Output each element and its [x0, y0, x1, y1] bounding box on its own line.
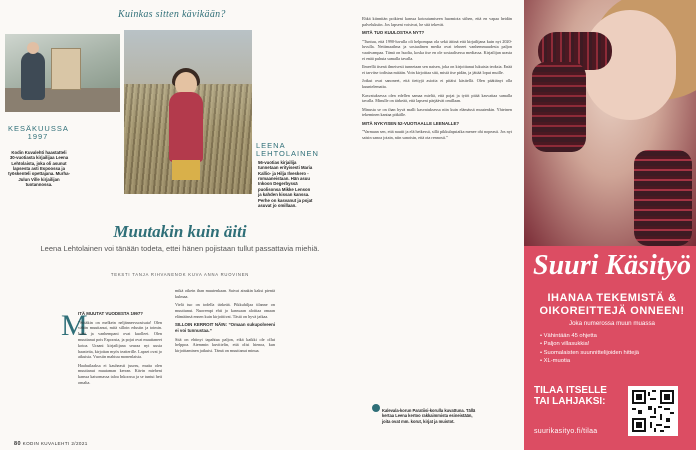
body-paragraph: Kasvatuksessa olen edellen samaa mieltä, että pojat ja tytöt pitää kasvattaa samalla tavalla. Minulle on tärkeää, että lapseni pärjäävät omillaan. — [362, 92, 512, 104]
magazine-clipping-icon — [51, 48, 81, 90]
young-author-figure — [21, 52, 45, 100]
body-paragraph: Vielä tuo on todella tärkeää. Pikkuhiljaa tilanne on muuttunut. Nuorempi ehti jo kanssaan aloittaa omaan elämäänsä ennen kuin kirjoittivat. Tästä on hyvä jatkaa. — [175, 302, 275, 319]
right-caption-text: 56-vuotias kirjailija tunnetaan erityisesti Maria Kallio- ja Hilja Ilveskero -romaaneistaan. Hän asuu Inkoon Degerbyssä puolisonsa Mikke Lenson ja kahden kissan kanssa. Perhe on kasvanut ja pojat asuvat jo omillaan. — [258, 160, 313, 208]
interview-question: ITÄ MUUTAT VUODESTA 1997? — [78, 311, 143, 316]
body-paragraph: Haahuilaaksa ei kauheasti juurru, mutta olen muuttanut muutaman kerran. Kävin mieheni kanssa katsomassa taloa Inkoossa ja se tuntui heti omalta. — [78, 362, 162, 386]
issue-number: 2/2021 — [71, 441, 88, 446]
body-paragraph: Ehkä kiinnitän poikieni kanssa kotoutumiseen huomiota siihen, että en vapaa heidän palveluksiin. Jos lapseni voisivat, he sitä tekevät. — [362, 16, 512, 27]
ad-bullet: • Suomalaisten suunnittelijoiden hittejä — [540, 349, 640, 356]
left-caption-heading: KESÄKUUSSA 1997 — [8, 124, 69, 141]
body-paragraph: Jotkut ovat sanoneet, että tiettyjä asioita ei pitäisi käsitellä. Olen päättänyt olla kuuntelematta. — [362, 78, 512, 90]
magazine-name: KODIN KUVALEHTI — [22, 441, 70, 446]
red-coat-figure — [169, 92, 203, 162]
interview-question: MITÄ TUO KUULOSTAA NYT? — [362, 30, 425, 36]
ad-headline: IHANAA TEKEMISTÄ & OIKOREITTEJÄ ONNEEN! — [539, 292, 685, 317]
right-caption-heading: LEENA LEHTOLAINEN — [256, 141, 319, 158]
interview-question: SILLOIN KERROIT NÄIN: ”Omaan sukupolveeni ei voi tunnustaa.” — [175, 321, 275, 334]
body-paragraph: Minusta se on ihan hyvä malli kasvatuksessa niin kuin elämässä muutenkin. Yhteinen tekeminen kantaa pitkälle. — [362, 106, 512, 118]
article-byline: TEKSTI TANJA RIHVANENOK KUVA ANNA RUOVINEN — [110, 272, 250, 277]
body-paragraph: ”Varmaan sen, että nautit ja elä hetkessä, sillä pikkulapsiaika menee ohi nopeasti. Jos nyt saisin sanoa jotain, niin sanoisin, että ota rennosti.” — [362, 129, 512, 141]
interview-question: MITÄ NYKYISEN 52-VUOTIAALLE LEENALLE? — [362, 120, 460, 126]
ad-url-link[interactable]: suurikasityo.fi/tilaa — [534, 428, 598, 435]
left-caption-text: Kodin Kuvalehti haastatteli 30-vuotiasta kirjailijaa Leena Lehtolaista, joka oli asunut lapsesta asti Espoossa ja työskenteli opettajana. Murha-Julun Ville kirjailijan tuotannossa. — [8, 150, 70, 188]
page-footer — [14, 441, 88, 447]
ad-brand-logo: Suuri Käsityö — [533, 250, 691, 281]
body-paragraph: Ilmeellä itsenä ilmeisesti tunnetaan sen naisen, joka on kirjoittanut lukuisia teoksia. Enää ei tarvitse todistaa mitään. Voin kirjoittaa sitä, mistä itse pidän, ja jättää loput muille. — [362, 64, 512, 76]
drop-cap: M — [61, 309, 88, 342]
body-column-2 — [175, 288, 275, 378]
note-bullet-icon — [372, 404, 380, 412]
ad-photo — [524, 0, 696, 246]
archive-photo — [5, 34, 120, 112]
body-paragraph: mikä oikein ihan muutenkaan. Saivat ainakin kaksi pientä kulmaa. — [175, 288, 275, 299]
ad-call-to-action: TILAA ITSELLE TAI LAHJAKSI: — [534, 385, 607, 407]
body-column-1 — [62, 311, 162, 435]
body-paragraph: ”Tuntuu, että 1990-luvulla oli helpompaa ola sekä äitinä että kirjailijana kuin nyt 2020-luvulla. Nettimaailma ja sosiaalinen media ovat tehneet vanhemmuudesta paljon vaativampaa. Tämä on huolta, koska itse en ole sosiaalisessa mediassa. Kirjailijan urasta ei enää puhuta samalla tavalla. — [362, 38, 512, 62]
qr-code-icon[interactable] — [628, 386, 678, 436]
body-paragraph: Sitä on ehtinyt tapahtua paljon, eikä kaikki ole ollut helppoa. Aiemmin kuvittelin, että olisi hienoa, kun kirjoittaminen jatkuisi. Tämä on muuttanut minua. — [175, 336, 275, 354]
page-number: 80 — [14, 441, 21, 447]
section-kicker: Kuinkas sitten kävikään? — [118, 9, 226, 20]
body-column-3 — [362, 16, 512, 441]
right-page-text — [348, 0, 524, 450]
portrait-photo — [124, 30, 252, 194]
ad-bullet: • XL-muotia — [540, 358, 571, 365]
article-headline: Muutakin kuin äiti — [113, 222, 247, 241]
body-paragraph: ”Siitäkin on melkein neljännesvuosisata! Olen vähän muuttanut, mitä silloin edustin ja toimin. Isäni ja vanhempani ovat kuolleet. Olen muuttanut pois Espoosta, ja pojat ovat muuttaneet kotoa. Uraani kirjailijana seuraa nyt uusia haasteita, kirjoitan myös teatterille. Lapset ovat jo aikuisia. Vuosiin mahtuu monenlaista. — [78, 319, 162, 360]
jewelry-note: Kalevala-korun Paratiisi-korulla kuvattuna. Tällä kertaa Leena kertoo rakkaimmista esineistään, joita ovat mm. korut, kirjat ja muistot. — [382, 408, 476, 424]
advertisement[interactable] — [524, 0, 696, 450]
article-deck: Leena Lehtolainen voi tänään todeta, ettei hänen pojistaan tullut passattavia miehiä. — [40, 244, 320, 253]
ad-bullet: • Vähintään 45 ohjetta — [540, 333, 597, 339]
ad-subheading: Joka numerossa muun muassa — [569, 320, 655, 327]
ad-bullet: • Paljon villasukkia! — [540, 341, 590, 348]
knitted-glove-icon — [532, 62, 586, 152]
knitted-glove-icon — [634, 150, 692, 246]
ad-bullet-list — [540, 332, 694, 366]
